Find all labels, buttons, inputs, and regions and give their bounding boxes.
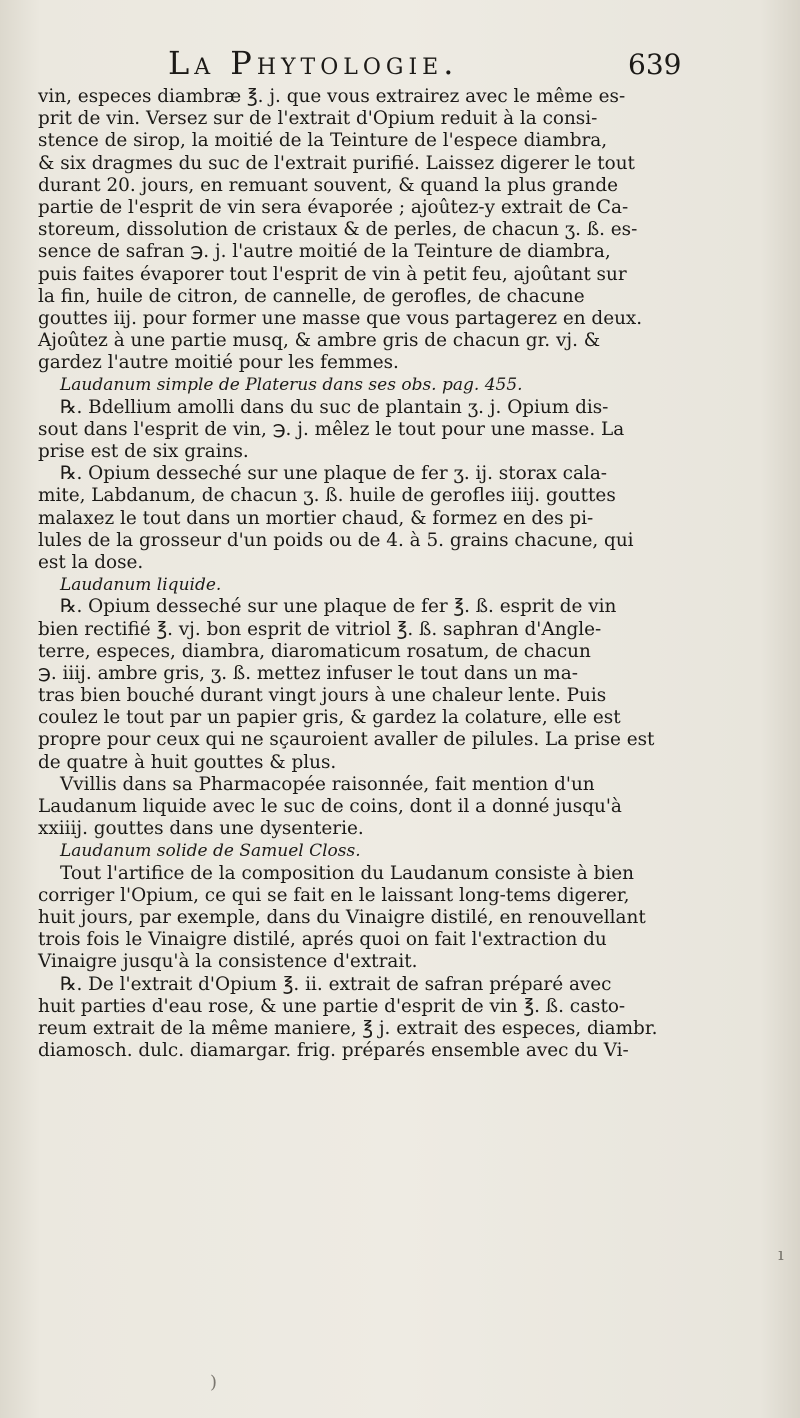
text-line: ℞. De l'extrait d'Opium ℥. ii. extrait de safran préparé avec — [60, 973, 612, 995]
text-line: Vvillis dans sa Pharmacopée raisonnée, fait mention d'un — [60, 773, 595, 795]
text-line: diamosch. dulc. diamargar. frig. préparés ensemble avec du Vi- — [38, 1040, 629, 1062]
text-line: ℞. Opium desseché sur une plaque de fer ʒ. ij. storax cala- — [60, 463, 608, 485]
margin-mark: ) — [210, 1372, 218, 1393]
text-line: est la dose. — [38, 551, 144, 573]
text-line: ℞. Bdellium amolli dans du suc de plantain ʒ. j. Opium dis- — [60, 396, 609, 418]
text-line: vin, especes diambræ ℥. j. que vous extrairez avec le même es- — [38, 86, 626, 107]
text-line: tras bien bouché durant vingt jours à une chaleur lente. Puis — [38, 685, 607, 707]
text-line: ℞. Opium desseché sur une plaque de fer ℥. ß. esprit de vin — [60, 596, 617, 618]
text-line: terre, especes, diambra, diaromaticum rosatum, de chacun — [38, 640, 591, 662]
text-line: propre pour ceux qui ne sçauroient avaller de pilules. La prise est — [38, 729, 655, 751]
text-line: sence de safran ℈. j. l'autre moitié de la Teinture de diambra, — [38, 241, 611, 263]
text-line: storeum, dissolution de cristaux & de perles, de chacun ʒ. ß. es- — [38, 219, 638, 241]
text-line: Vinaigre jusqu'à la consistence d'extrait. — [38, 951, 418, 973]
text-line: partie de l'esprit de vin sera évaporée ; ajoûtez-y extrait de Ca- — [38, 196, 629, 218]
text-line: corriger l'Opium, ce qui se fait en le laissant long-tems digerer, — [38, 884, 630, 906]
text-line: trois fois le Vinaigre distilé, aprés quoi on fait l'extraction du — [38, 929, 607, 951]
text-line: xxiiij. gouttes dans une dysenterie. — [38, 818, 364, 840]
text-line: durant 20. jours, en remuant souvent, & quand la plus grande — [38, 174, 618, 196]
text-line: Laudanum liquide avec le suc de coins, dont il a donné jusqu'à — [38, 796, 622, 817]
text-line: gardez l'autre moitié pour les femmes. — [38, 352, 399, 374]
text-line: ℈. iiij. ambre gris, ʒ. ß. mettez infuser le tout dans un ma- — [38, 662, 578, 684]
text-line: reum extrait de la même maniere, ℥ j. extrait des especes, diambr. — [38, 1017, 658, 1039]
text-line: bien rectifié ℥. vj. bon esprit de vitriol ℥. ß. saphran d'Angle- — [38, 618, 602, 640]
section-heading: Laudanum solide de Samuel Closs. — [60, 841, 361, 862]
body-text — [38, 86, 680, 1062]
text-line: malaxez le tout dans un mortier chaud, & formez en des pi- — [38, 507, 594, 529]
running-head: La Phytologie. — [168, 44, 459, 82]
text-line: lules de la grosseur d'un poids ou de 4. à 5. grains chacune, qui — [38, 529, 634, 551]
text-line: huit jours, par exemple, dans du Vinaigre distilé, en renouvellant — [38, 906, 646, 928]
section-heading: Laudanum liquide. — [60, 575, 222, 596]
text-line: prit de vin. Versez sur de l'extrait d'Opium reduit à la consi- — [38, 108, 598, 130]
text-line: prise est de six grains. — [38, 441, 249, 462]
text-line: huit parties d'eau rose, & une partie d'esprit de vin ℥. ß. casto- — [38, 995, 626, 1017]
text-line: de quatre à huit gouttes & plus. — [38, 751, 337, 773]
text-line: & six dragmes du suc de l'extrait purifié. Laissez digerer le tout — [38, 152, 635, 174]
page-number: 639 — [628, 48, 682, 81]
text-line: Ajoûtez à une partie musq, & ambre gris de chacun gr. vj. & — [38, 330, 601, 352]
text-line: sout dans l'esprit de vin, ℈. j. mêlez le tout pour une masse. La — [38, 418, 625, 440]
text-line: mite, Labdanum, de chacun ʒ. ß. huile de gerofles iiij. gouttes — [38, 485, 616, 507]
margin-mark: ı — [778, 1244, 784, 1265]
section-heading: Laudanum simple de Platerus dans ses obs. pag. 455. — [60, 375, 523, 396]
page-header — [38, 44, 682, 88]
text-line: la fin, huile de citron, de cannelle, de gerofles, de chacune — [38, 285, 585, 307]
text-line: puis faites évaporer tout l'esprit de vin à petit feu, ajoûtant sur — [38, 263, 627, 285]
text-line: coulez le tout par un papier gris, & gardez la colature, elle est — [38, 707, 621, 729]
text-line: Tout l'artifice de la composition du Laudanum consiste à bien — [60, 862, 634, 884]
text-line: gouttes iij. pour former une masse que vous partagerez en deux. — [38, 307, 643, 329]
text-line: stence de sirop, la moitié de la Teinture de l'espece diambra, — [38, 130, 608, 152]
